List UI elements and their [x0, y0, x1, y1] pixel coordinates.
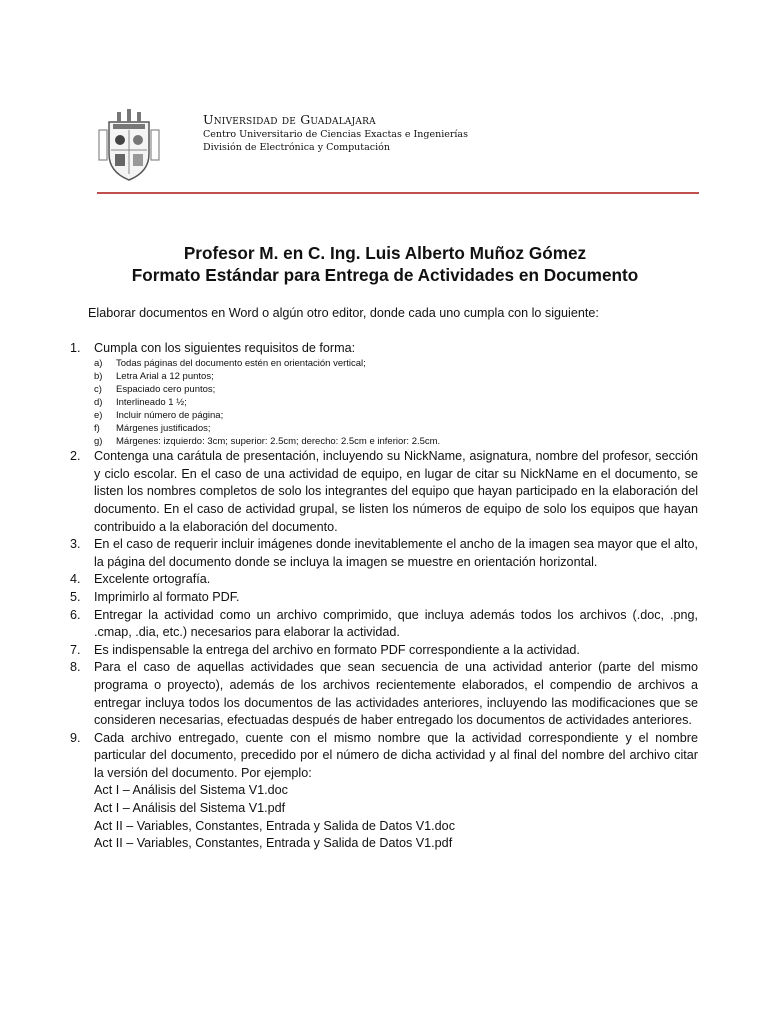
list-item: [70, 642, 698, 660]
sublist-item: [94, 396, 698, 409]
item-number: 6.: [70, 607, 81, 622]
item-text: Contenga una carátula de presentación, incluyendo su NickName, asignatura, nombre del profesor, sección y ciclo escolar. En el caso de una actividad de equipo, en lugar de citar su NickName en el documento, se listen los nombres completos de solo los integrantes del equipo que hayan participado en la elaboración del documento. En el caso de actividad grupal, se listen los números de equipo de solo los equipos que hayan contribuido a la elaboración del documento.: [94, 449, 698, 534]
sub-letter: d): [94, 397, 103, 409]
item-text: Imprimirlo al formato PDF.: [94, 589, 240, 604]
division-name: División de Electrónica y Computación: [203, 142, 390, 153]
list-item: [70, 607, 698, 642]
requirements-list: [70, 340, 698, 853]
filename-examples: [94, 782, 698, 852]
sublist-item: [94, 357, 698, 370]
sub-text: Interlineado 1 ½;: [116, 397, 187, 409]
example-filename: Act I – Análisis del Sistema V1.doc: [94, 783, 288, 798]
sub-text: Letra Arial a 12 puntos;: [116, 371, 214, 383]
item-text: Para el caso de aquellas actividades que sean secuencia de una actividad anterior (parte del mismo programa o proyecto), además de los archivos recientemente elaborados, el compendio de archivos a entregar incluya todos los documentos de las actividades anteriores, incluyendo las modificaciones que se consideren necesarias, efectuadas después de haber entregado los documentos de actividades anteriores.: [94, 660, 698, 728]
item-number: 3.: [70, 537, 81, 552]
example-filename: Act II – Variables, Constantes, Entrada y Salida de Datos V1.doc: [94, 818, 455, 833]
header-divider: [97, 192, 699, 194]
item-text: Es indispensable la entrega del archivo en formato PDF correspondiente a la actividad.: [94, 642, 580, 657]
intro-paragraph: Elaborar documentos en Word o algún otro editor, donde cada uno cumpla con lo siguiente:: [88, 306, 599, 320]
sub-letter: a): [94, 358, 103, 370]
sub-letter: g): [94, 436, 103, 448]
list-item: [70, 589, 698, 607]
item-text: Excelente ortografía.: [94, 572, 211, 587]
example-filename: Act II – Variables, Constantes, Entrada y Salida de Datos V1.pdf: [94, 836, 453, 851]
item-number: 9.: [70, 730, 81, 745]
list-item: [70, 340, 698, 449]
list-item: [70, 730, 698, 853]
sub-letter: e): [94, 410, 103, 422]
item-number: 1.: [70, 340, 81, 355]
item-number: 8.: [70, 660, 81, 675]
professor-title: Profesor M. en C. Ing. Luis Alberto Muñoz Gómez: [183, 243, 587, 263]
sublist-item: [94, 370, 698, 383]
sub-text: Márgenes: izquierdo: 3cm; superior: 2.5cm; derecho: 2.5cm e inferior: 2.5cm.: [116, 436, 441, 448]
document-body: [70, 305, 698, 853]
list-item: [70, 536, 698, 571]
item-number: 5.: [70, 589, 81, 604]
sub-text: Márgenes justificados;: [116, 423, 211, 435]
sublist-item: [94, 435, 698, 448]
list-item: [70, 571, 698, 589]
sub-letter: b): [94, 371, 103, 383]
sublist-item: [94, 409, 698, 422]
item-text: En el caso de requerir incluir imágenes donde inevitablemente el ancho de la imagen sea mayor que el alto, la página del documento donde se incluya la imagen se muestre en orientación horizontal.: [94, 537, 698, 569]
institution-header: [203, 112, 468, 154]
sub-text: Espaciado cero puntos;: [116, 384, 216, 396]
university-crest-icon: [95, 108, 163, 184]
sub-letter: f): [94, 423, 100, 435]
document-title: [60, 242, 710, 286]
sub-text: Todas páginas del documento estén en orientación vertical;: [116, 358, 366, 370]
sub-letter: c): [94, 384, 102, 396]
sub-text: Incluir número de página;: [116, 410, 224, 422]
center-name: Centro Universitario de Ciencias Exactas e Ingenierías: [203, 129, 468, 140]
university-name: Universidad de Guadalajara: [203, 112, 376, 127]
item-number: 2.: [70, 449, 81, 464]
list-item: [70, 448, 698, 536]
format-title: Formato Estándar para Entrega de Actividades en Documento: [131, 265, 639, 285]
sublist-item: [94, 422, 698, 435]
item-number: 4.: [70, 572, 81, 587]
list-item: [70, 659, 698, 729]
example-filename: Act I – Análisis del Sistema V1.pdf: [94, 801, 286, 816]
format-sublist: [94, 357, 698, 448]
item-number: 7.: [70, 642, 81, 657]
item-text: Cumpla con los siguientes requisitos de forma:: [94, 340, 356, 355]
item-text: Cada archivo entregado, cuente con el mismo nombre que la actividad correspondiente y el nombre particular del documento, precedido por el número de dicha actividad y al final del nombre del archivo citar la versión del documento. Por ejemplo:: [94, 730, 698, 780]
item-text: Entregar la actividad como un archivo comprimido, que incluya además todos los archivos (.doc, .png, .cmap, .dia, etc.) necesarios para elaborar la actividad.: [94, 607, 698, 640]
sublist-item: [94, 383, 698, 396]
